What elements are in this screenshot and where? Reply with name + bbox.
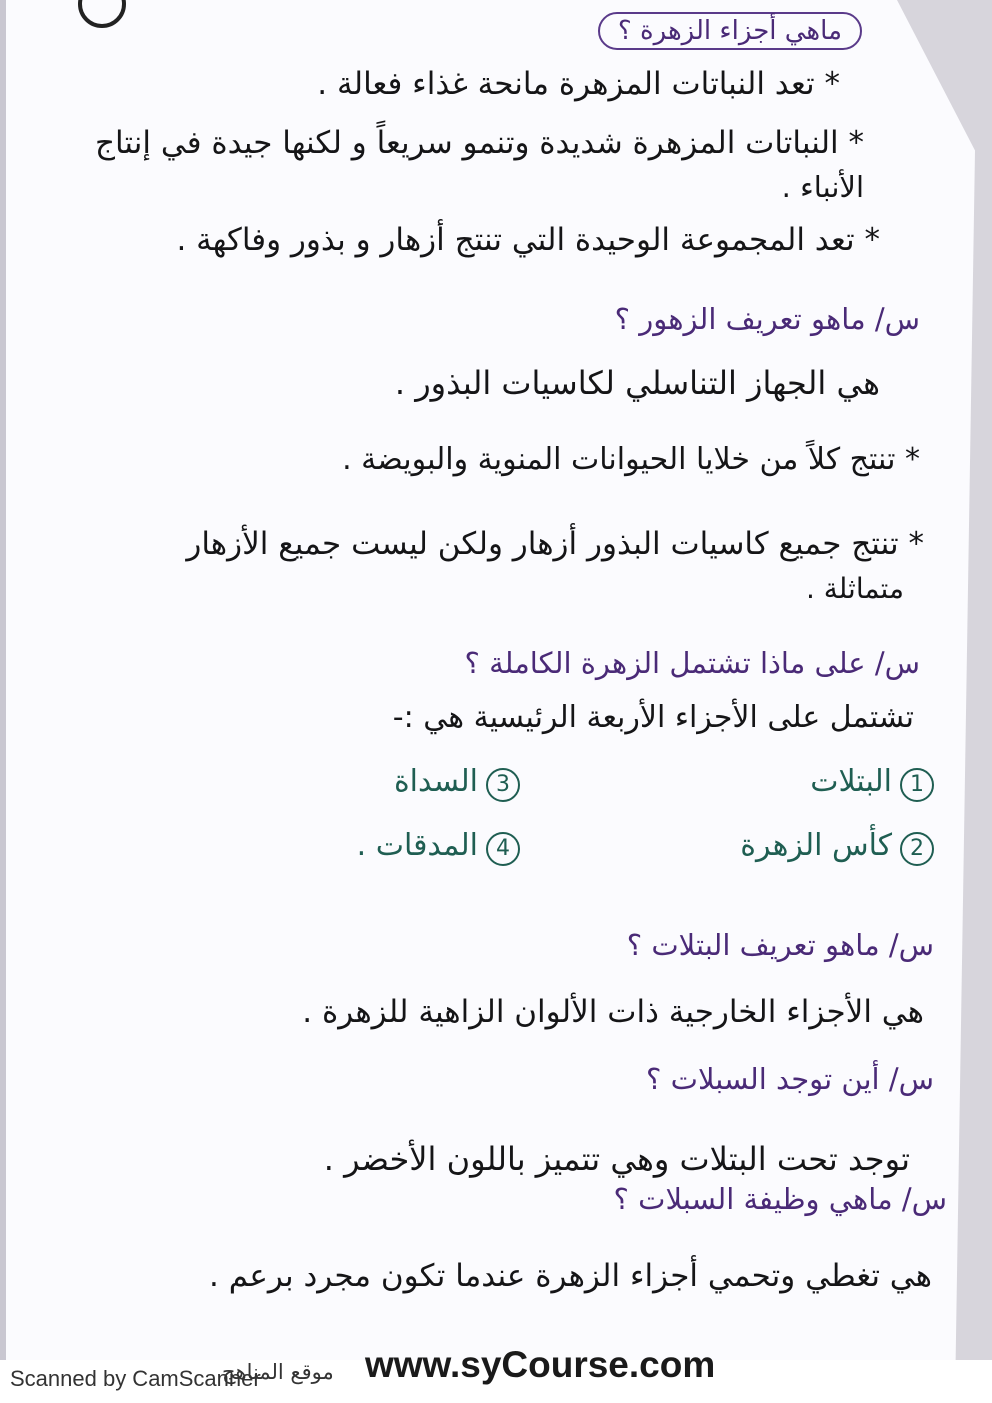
site-url: www.syCourse.com [365,1344,716,1385]
flower-part-4 [357,828,520,866]
part-number-1: 1 [900,768,934,802]
answer-complete-flower: تشتمل على الأجزاء الأربعة الرئيسية هي :- [392,700,914,735]
site-label-arabic: موقع المناهج [222,1360,334,1384]
question-sepals-function: س/ ماهي وظيفة السبلات ؟ [613,1182,947,1216]
intro-bullet-2: * النباتات المزهرة شديدة وتنمو سريعاً و لكنها جيدة في إنتاج [94,125,864,161]
part-label-4: المدقات . [356,828,478,863]
part-label-1: البتلات [810,764,892,799]
paper-edge [0,0,6,1368]
answer-flowers-bullet-2-cont: متماثلة . [805,572,904,605]
question-complete-flower: س/ على ماذا تشتمل الزهرة الكاملة ؟ [464,646,920,680]
flower-part-1 [810,764,934,802]
part-number-4: 4 [486,832,520,866]
part-label-2: كأس الزهرة [740,828,892,863]
question-petals-definition: س/ ماهو تعريف البتلات ؟ [626,928,934,962]
question-flowers-definition: س/ ماهو تعريف الزهور ؟ [614,302,920,336]
answer-flowers-bullet-1: * تنتج كلاً من خلايا الحيوانات المنوية والبويضة . [342,442,920,477]
intro-bullet-1: * تعد النباتات المزهرة مانحة غذاء فعالة . [317,66,840,102]
flower-part-2 [740,828,934,866]
page-title: ماهي أجزاء الزهرة ؟ [598,12,862,50]
intro-bullet-3: * تعد المجموعة الوحيدة التي تنتج أزهار و بذور وفاكهة . [176,222,880,258]
part-label-3: السداة [393,764,478,799]
flower-part-3 [394,764,520,802]
part-number-3: 3 [486,768,520,802]
answer-sepals-function: هي تغطي وتحمي أجزاء الزهرة عندما تكون مجرد برعم . [209,1258,932,1294]
scanner-credit: Scanned by CamScanner [10,1366,261,1391]
answer-sepals-location: توجد تحت البتلات وهي تتميز باللون الأخضر . [323,1140,910,1178]
question-sepals-location: س/ أين توجد السبلات ؟ [646,1062,934,1096]
answer-flowers-bullet-2: * تنتج جميع كاسيات البذور أزهار ولكن ليست جميع الأزهار [186,526,924,562]
intro-bullet-2-cont: الأنباء . [781,170,864,204]
answer-petals-definition: هي الأجزاء الخارجية ذات الألوان الزاهية للزهرة . [302,994,924,1030]
part-number-2: 2 [900,832,934,866]
answer-flowers-definition: هي الجهاز التناسلي لكاسيات البذور . [394,364,880,402]
